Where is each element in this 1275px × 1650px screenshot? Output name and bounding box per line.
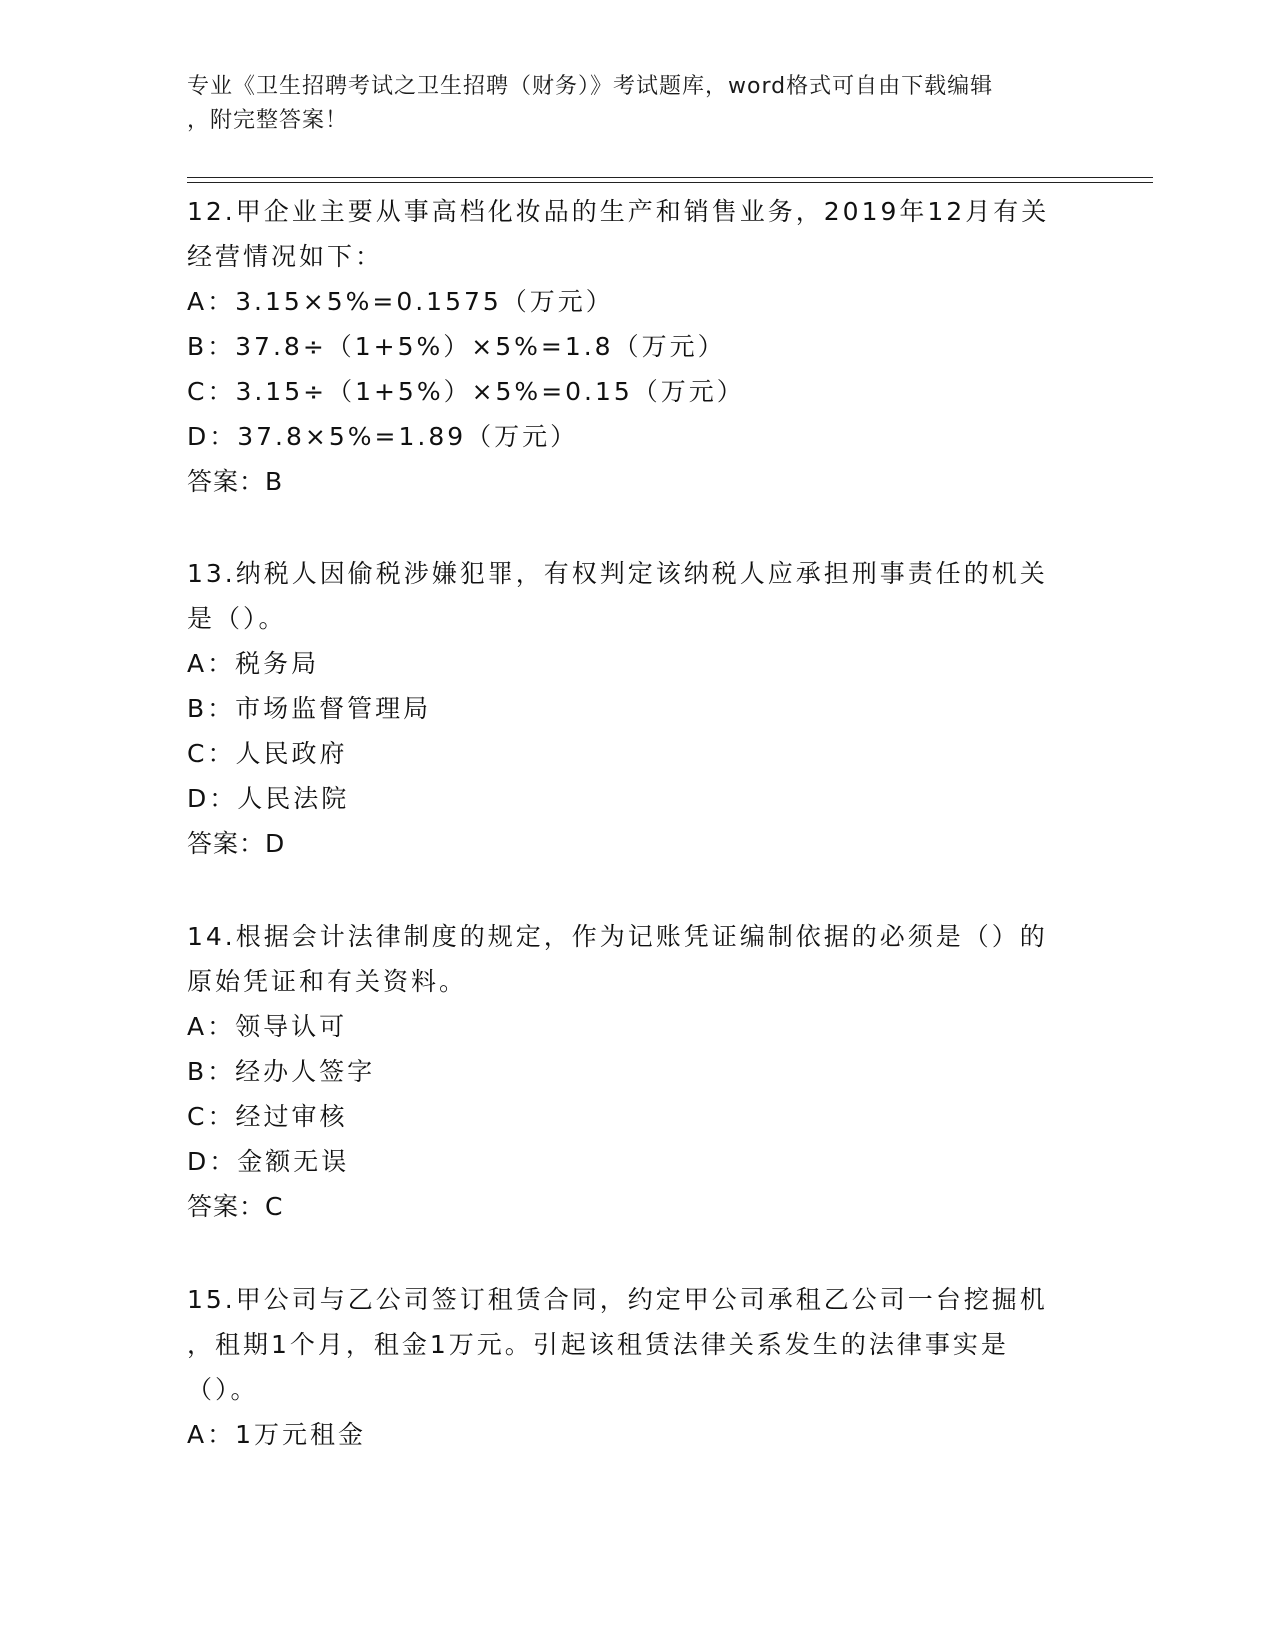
option-b: B：市场监督管理局	[187, 694, 432, 723]
option-d: D：人民法院	[187, 784, 350, 813]
header-line-2: ，附完整答案！	[187, 108, 349, 133]
header-divider-bottom	[187, 182, 1153, 183]
question-13	[187, 551, 1087, 866]
option-b: B：经办人签字	[187, 1057, 376, 1086]
header-line-1: 专业《卫生招聘考试之卫生招聘（财务）》考试题库，word格式可自由下载编辑	[187, 74, 994, 99]
question-stem: 12.甲企业主要从事高档化妆品的生产和销售业务，2019年12月有关	[187, 197, 1050, 226]
option-d: D：37.8×5%=1.89（万元）	[187, 422, 579, 451]
option-b: B：37.8÷（1+5%）×5%=1.8（万元）	[187, 332, 726, 361]
option-c: C：经过审核	[187, 1102, 348, 1131]
option-c: C：3.15÷（1+5%）×5%=0.15（万元）	[187, 377, 745, 406]
answer: 答案：C	[187, 1192, 284, 1221]
question-stem: 14.根据会计法律制度的规定，作为记账凭证编制依据的必须是（）的	[187, 922, 1048, 951]
option-d: D：金额无误	[187, 1147, 350, 1176]
option-a: A：3.15×5%=0.1575（万元）	[187, 287, 614, 316]
question-stem: ，租期1个月，租金1万元。引起该租赁法律关系发生的法律事实是	[187, 1330, 1009, 1359]
question-15	[187, 1277, 1087, 1457]
answer: 答案：D	[187, 829, 286, 858]
question-stem: 经营情况如下：	[187, 242, 384, 271]
question-stem: 13.纳税人因偷税涉嫌犯罪，有权判定该纳税人应承担刑事责任的机关	[187, 559, 1048, 588]
option-a: A：税务局	[187, 649, 320, 678]
header-divider-top	[187, 177, 1153, 178]
document-header	[187, 70, 1067, 138]
question-14	[187, 914, 1087, 1229]
question-stem: 原始凭证和有关资料。	[187, 967, 468, 996]
question-stem: （）。	[187, 1375, 259, 1404]
option-a: A：1万元租金	[187, 1420, 367, 1449]
question-stem: 是（）。	[187, 604, 287, 633]
option-c: C：人民政府	[187, 739, 348, 768]
option-a: A：领导认可	[187, 1012, 348, 1041]
answer: 答案：B	[187, 467, 284, 496]
question-stem: 15.甲公司与乙公司签订租赁合同，约定甲公司承租乙公司一台挖掘机	[187, 1285, 1048, 1314]
question-12	[187, 189, 1087, 504]
